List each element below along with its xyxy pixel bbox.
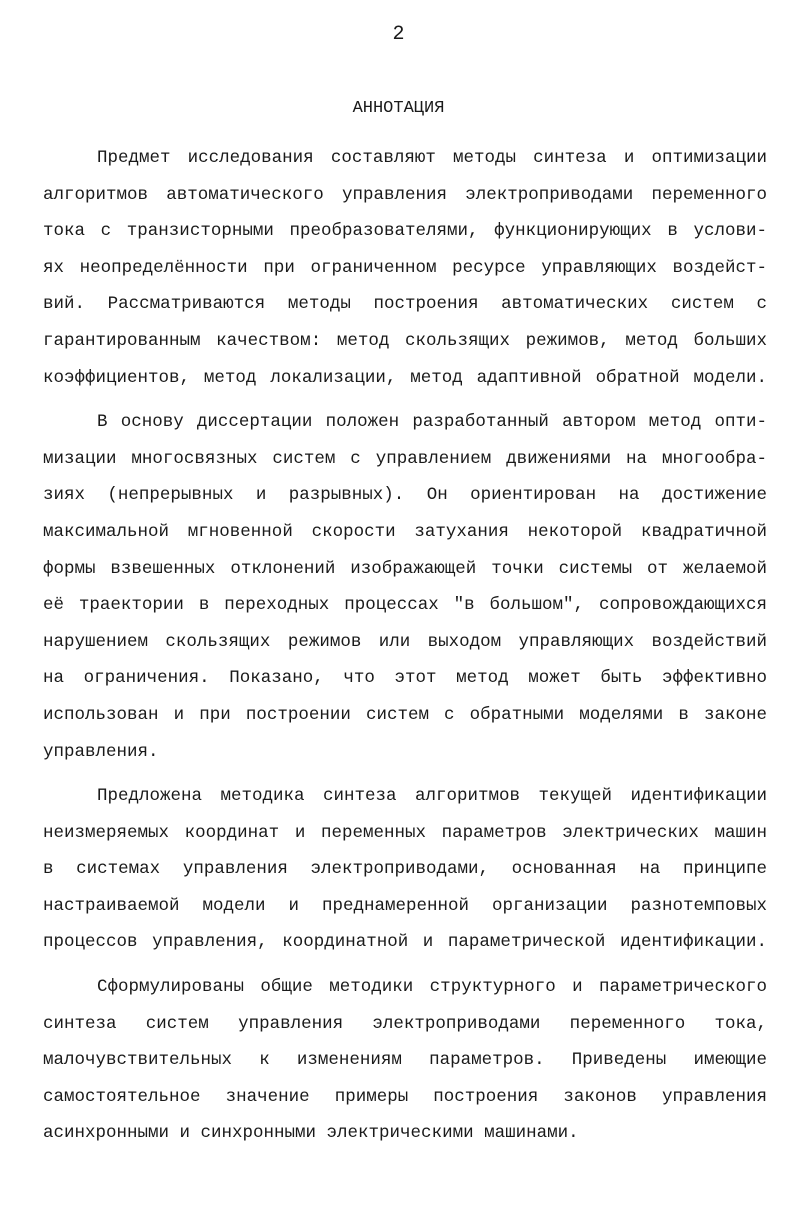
- paragraph-gap: [43, 961, 767, 969]
- paragraph: [43, 969, 767, 1152]
- text-line: асинхронными и синхронными электрическими машинами.: [43, 1123, 579, 1144]
- paragraph: [43, 404, 767, 770]
- text-line: В основу диссертации положен разработанный автором метод опти-: [97, 412, 767, 433]
- text-line: мизации многосвязных систем с управлением движениями на многообра-: [43, 448, 767, 469]
- text-line: нарушением скользящих режимов или выходом управляющих воздействий: [43, 631, 767, 652]
- text-line: использован и при построении систем с обратными моделями в законе: [43, 704, 767, 725]
- text-line: самостоятельное значение примеры построения законов управления: [43, 1086, 767, 1107]
- text-line: синтеза систем управления электроприводами переменного тока,: [43, 1013, 767, 1034]
- text-line: малочувствительных к изменениям параметров. Приведены имеющие: [43, 1050, 767, 1071]
- text-line: процессов управления, координатной и параметрической идентификации.: [43, 932, 767, 953]
- text-line: коэффициентов, метод локализации, метод адаптивной обратной модели.: [43, 367, 767, 388]
- annotation-body: [43, 140, 767, 1152]
- text-line: на ограничения. Показано, что этот метод может быть эффективно: [43, 668, 767, 689]
- page-title: АННОТАЦИЯ: [352, 99, 445, 118]
- text-line: гарантированным качеством: метод скользящих режимов, метод больших: [43, 330, 767, 351]
- text-line: тока с транзисторными преобразователями, функционирующих в услови-: [43, 221, 767, 242]
- text-line: управления.: [43, 741, 159, 762]
- text-line: её траектории в переходных процессах "в большом", сопровождающихся: [43, 595, 767, 616]
- text-line: вий. Рассматриваются методы построения автоматических систем с: [43, 294, 767, 315]
- paragraph-gap: [43, 396, 767, 404]
- text-line: Предложена методика синтеза алгоритмов текущей идентификации: [97, 786, 767, 807]
- text-line: неизмеряемых координат и переменных параметров электрических машин: [43, 822, 767, 843]
- text-line: зиях (непрерывных и разрывных). Он ориентирован на достижение: [43, 485, 767, 506]
- text-line: Предмет исследования составляют методы синтеза и оптимизации: [97, 148, 767, 168]
- text-line: максимальной мгновенной скорости затухания некоторой квадратичной: [43, 521, 767, 542]
- page-number: 2: [392, 23, 405, 46]
- paragraph-gap: [43, 770, 767, 778]
- text-line: ях неопределённости при ограниченном ресурсе управляющих воздейст-: [43, 257, 767, 278]
- paragraph: [43, 778, 767, 961]
- text-line: алгоритмов автоматического управления электроприводами переменного: [43, 184, 767, 205]
- paragraph: [43, 140, 767, 396]
- text-line: настраиваемой модели и преднамеренной организации разнотемповых: [43, 895, 767, 916]
- text-line: Сформулированы общие методики структурного и параметрического: [97, 977, 767, 998]
- text-line: формы взвешенных отклонений изображающей точки системы от желаемой: [43, 558, 767, 579]
- text-line: в системах управления электроприводами, основанная на принципе: [43, 859, 767, 880]
